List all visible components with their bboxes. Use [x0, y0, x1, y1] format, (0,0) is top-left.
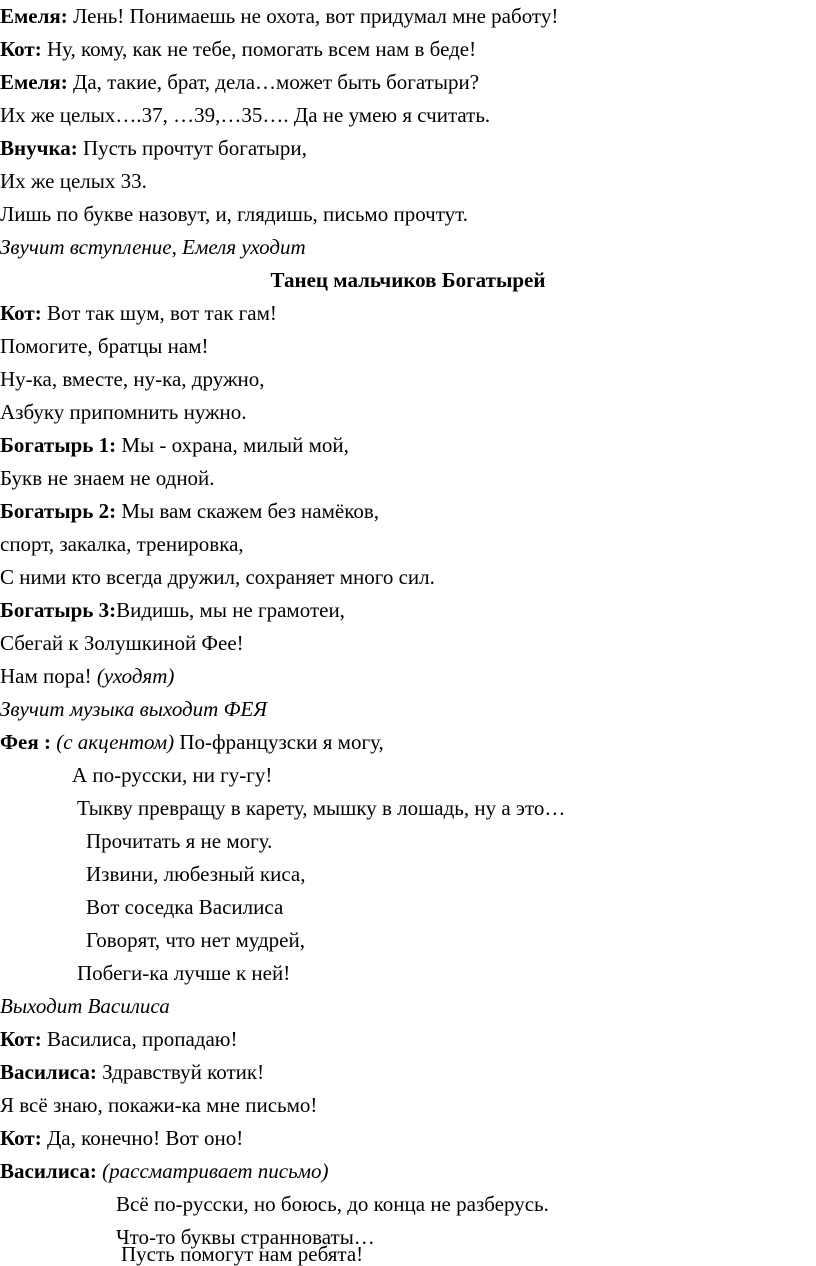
line-text: Их же целых….37, …39,…35…. Да не умею я считать.	[0, 103, 491, 127]
dialogue-line	[0, 495, 379, 528]
stage-aside: (с акцентом)	[50, 730, 175, 754]
dialogue-line	[0, 627, 244, 660]
dialogue-line	[0, 561, 435, 594]
dialogue-line	[86, 891, 283, 924]
speaker-name: Кот:	[0, 1126, 42, 1150]
speaker-name: Емеля:	[0, 4, 68, 28]
speaker-name: Внучка:	[0, 136, 78, 160]
dialogue-line	[0, 99, 490, 132]
dialogue-line	[0, 33, 476, 66]
line-text: Нам пора!	[0, 664, 97, 688]
line-text: спорт, закалка, тренировка,	[0, 532, 244, 556]
dialogue-line	[0, 132, 307, 165]
speaker-name: Василиса:	[0, 1159, 97, 1183]
line-text: Лень! Понимаешь не охота, вот придумал мне работу!	[67, 4, 559, 28]
line-text: Тыкву превращу в карету, мышку в лошадь, ну а это…	[77, 796, 566, 820]
dialogue-line	[86, 924, 305, 957]
line-text: Вот соседка Василиса	[86, 895, 284, 919]
dialogue-line	[77, 957, 290, 990]
line-text: Видишь, мы не грамотеи,	[116, 598, 345, 622]
line-text: Азбуку припомнить нужно.	[0, 400, 247, 424]
stage-aside: (уходят)	[96, 664, 175, 688]
dialogue-line	[72, 759, 272, 792]
line-text: Побеги-ка лучше к ней!	[77, 961, 291, 985]
speaker-name: Фея :	[0, 730, 51, 754]
dialogue-line	[0, 66, 479, 99]
line-text: Мы вам скажем без намёков,	[116, 499, 380, 523]
line-text: Пусть прочтут богатыри,	[77, 136, 307, 160]
line-text: Вот так шум, вот так гам!	[41, 301, 277, 325]
dialogue-line	[0, 726, 384, 759]
dialogue-line	[0, 1089, 317, 1122]
dialogue-line	[0, 660, 174, 693]
line-text: Пусть помогут нам ребята!	[121, 1242, 364, 1266]
dialogue-line	[0, 594, 345, 627]
line-text: С ними кто всегда дружил, сохраняет много сил.	[0, 565, 435, 589]
dialogue-line	[0, 198, 468, 231]
line-text: Василиса, пропадаю!	[41, 1027, 238, 1051]
line-text: Я всё знаю, покажи-ка мне письмо!	[0, 1093, 318, 1117]
speaker-name: Кот:	[0, 1027, 42, 1051]
speaker-name: Василиса:	[0, 1060, 97, 1084]
section-title: Танец мальчиков Богатырей	[270, 268, 546, 292]
line-text: Всё по-русски, но боюсь, до конца не разберусь.	[116, 1192, 549, 1216]
dialogue-line	[0, 165, 147, 198]
dialogue-line	[0, 396, 247, 429]
dialogue-line	[0, 429, 349, 462]
line-text: Помогите, братцы нам!	[0, 334, 209, 358]
speaker-name: Емеля:	[0, 70, 68, 94]
dialogue-line	[116, 1188, 549, 1221]
line-text: Извини, любезный киса,	[86, 862, 306, 886]
dialogue-line	[86, 825, 272, 858]
line-text: Говорят, что нет мудрей,	[86, 928, 305, 952]
line-text: Что-то буквы странноваты…	[116, 1225, 375, 1249]
line-text: Сбегай к Золушкиной Фее!	[0, 631, 244, 655]
dialogue-line	[86, 858, 305, 891]
line-text: Ну-ка, вместе, ну-ка, дружно,	[0, 367, 265, 391]
dialogue-line	[0, 1155, 329, 1188]
dialogue-line	[0, 1122, 243, 1155]
speaker-name: Кот:	[0, 301, 42, 325]
line-text: Да, такие, брат, дела…может быть богатыри?	[67, 70, 480, 94]
line-text: Да, конечно! Вот оно!	[41, 1126, 244, 1150]
line-text: По-французски я могу,	[174, 730, 384, 754]
dialogue-line	[0, 1023, 237, 1056]
dialogue-line	[0, 297, 277, 330]
dialogue-line	[77, 792, 565, 825]
dialogue-line	[0, 462, 215, 495]
dialogue-line	[0, 0, 558, 33]
speaker-name: Богатырь 3:	[0, 598, 117, 622]
line-text: Лишь по букве назовут, и, глядишь, письмо прочтут.	[0, 202, 468, 226]
dialogue-line	[0, 528, 244, 561]
line-text: Их же целых 33.	[0, 169, 147, 193]
stage-aside: (рассматривает письмо)	[96, 1159, 329, 1183]
stage-direction: Выходит Василиса	[0, 994, 170, 1018]
line-text: Мы - охрана, милый мой,	[116, 433, 349, 457]
stage-direction: Звучит музыка выходит ФЕЯ	[0, 697, 268, 721]
line-text: Прочитать я не могу.	[86, 829, 273, 853]
stage-direction: Звучит вступление, Емеля уходит	[0, 235, 306, 259]
line-text: Ну, кому, как не тебе, помогать всем нам в беде!	[41, 37, 477, 61]
speaker-name: Богатырь 1:	[0, 433, 117, 457]
line-text: Здравствуй котик!	[96, 1060, 265, 1084]
line-text: А по-русски, ни гу-гу!	[72, 763, 273, 787]
dialogue-line	[0, 1056, 264, 1089]
line-text: Букв не знаем не одной.	[0, 466, 215, 490]
dialogue-line	[0, 330, 208, 363]
speaker-name: Кот:	[0, 37, 42, 61]
speaker-name: Богатырь 2:	[0, 499, 117, 523]
dialogue-line	[0, 363, 264, 396]
